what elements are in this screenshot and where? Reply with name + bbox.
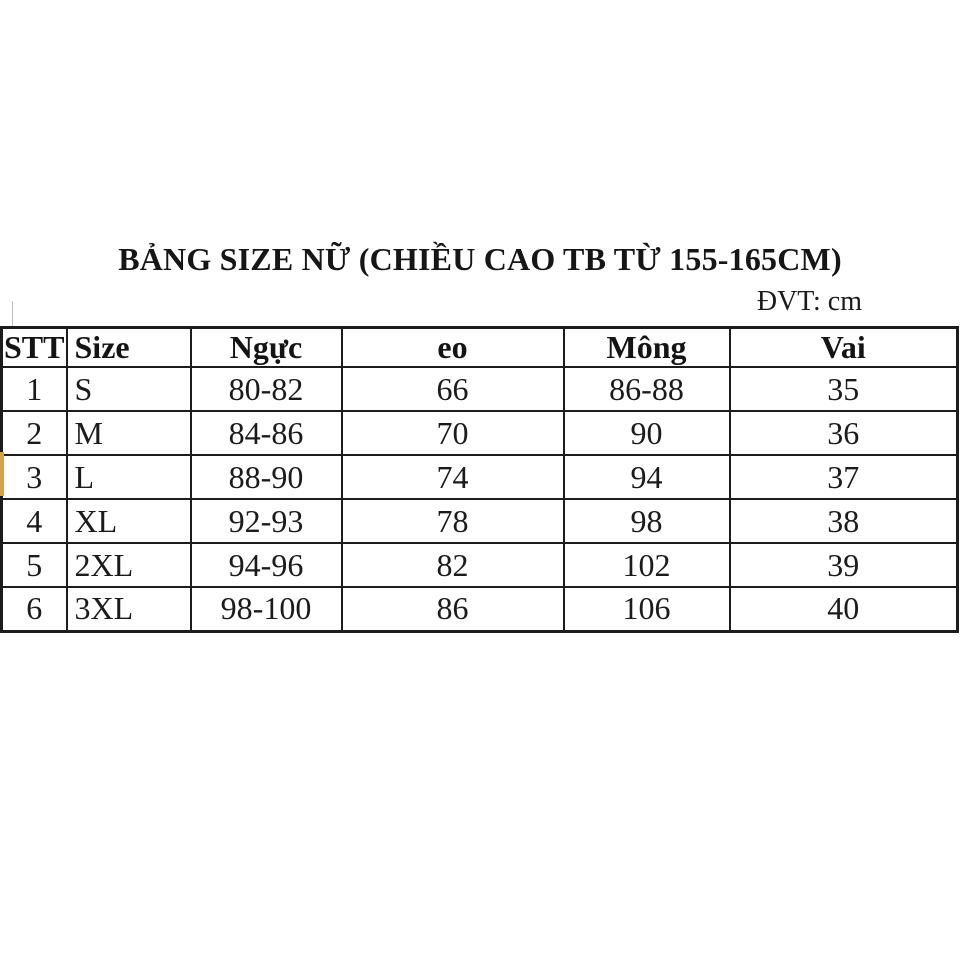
table-row xyxy=(2,543,958,587)
cell-hip: 94 xyxy=(564,455,730,499)
table-row xyxy=(2,411,958,455)
cell-stt: 6 xyxy=(2,587,67,631)
cell-size: L xyxy=(67,455,191,499)
cell-hip: 98 xyxy=(564,499,730,543)
cell-shoulder: 39 xyxy=(730,543,958,587)
cell-size: 3XL xyxy=(67,587,191,631)
cell-shoulder: 37 xyxy=(730,455,958,499)
cell-chest: 80-82 xyxy=(191,367,342,411)
header-cell-eo: eo xyxy=(342,328,564,368)
cell-hip: 102 xyxy=(564,543,730,587)
header-cell-stt: STT xyxy=(2,328,67,368)
cell-stt: 4 xyxy=(2,499,67,543)
cell-chest: 88-90 xyxy=(191,455,342,499)
header-cell-vai: Vai xyxy=(730,328,958,368)
cell-waist: 82 xyxy=(342,543,564,587)
cell-size: S xyxy=(67,367,191,411)
header-cell-size: Size xyxy=(67,328,191,368)
cell-waist: 86 xyxy=(342,587,564,631)
cell-shoulder: 35 xyxy=(730,367,958,411)
cell-stt: 1 xyxy=(2,367,67,411)
cell-hip: 106 xyxy=(564,587,730,631)
cell-stt: 5 xyxy=(2,543,67,587)
size-table xyxy=(0,326,959,633)
cell-waist: 74 xyxy=(342,455,564,499)
cell-size: M xyxy=(67,411,191,455)
cell-edge-artifact xyxy=(12,301,13,326)
header-cell-nguc: Ngực xyxy=(191,328,342,368)
cell-size: 2XL xyxy=(67,543,191,587)
cell-chest: 98-100 xyxy=(191,587,342,631)
table-row xyxy=(2,367,958,411)
cell-waist: 66 xyxy=(342,367,564,411)
cell-stt: 2 xyxy=(2,411,67,455)
header-cell-mong: Mông xyxy=(564,328,730,368)
row-3-left-marker xyxy=(0,452,4,496)
cell-size: XL xyxy=(67,499,191,543)
cell-chest: 94-96 xyxy=(191,543,342,587)
table-row xyxy=(2,587,958,631)
cell-shoulder: 38 xyxy=(730,499,958,543)
cell-shoulder: 40 xyxy=(730,587,958,631)
table-row xyxy=(2,499,958,543)
cell-hip: 90 xyxy=(564,411,730,455)
unit-label: ĐVT: cm xyxy=(756,286,862,317)
cell-chest: 84-86 xyxy=(191,411,342,455)
cell-stt: 3 xyxy=(2,455,67,499)
cell-waist: 78 xyxy=(342,499,564,543)
table-header-row xyxy=(2,328,958,368)
cell-chest: 92-93 xyxy=(191,499,342,543)
cell-waist: 70 xyxy=(342,411,564,455)
cell-shoulder: 36 xyxy=(730,411,958,455)
table-row xyxy=(2,455,958,499)
cell-hip: 86-88 xyxy=(564,367,730,411)
size-chart-title: BẢNG SIZE NỮ (CHIỀU CAO TB TỪ 155-165CM) xyxy=(118,241,842,277)
